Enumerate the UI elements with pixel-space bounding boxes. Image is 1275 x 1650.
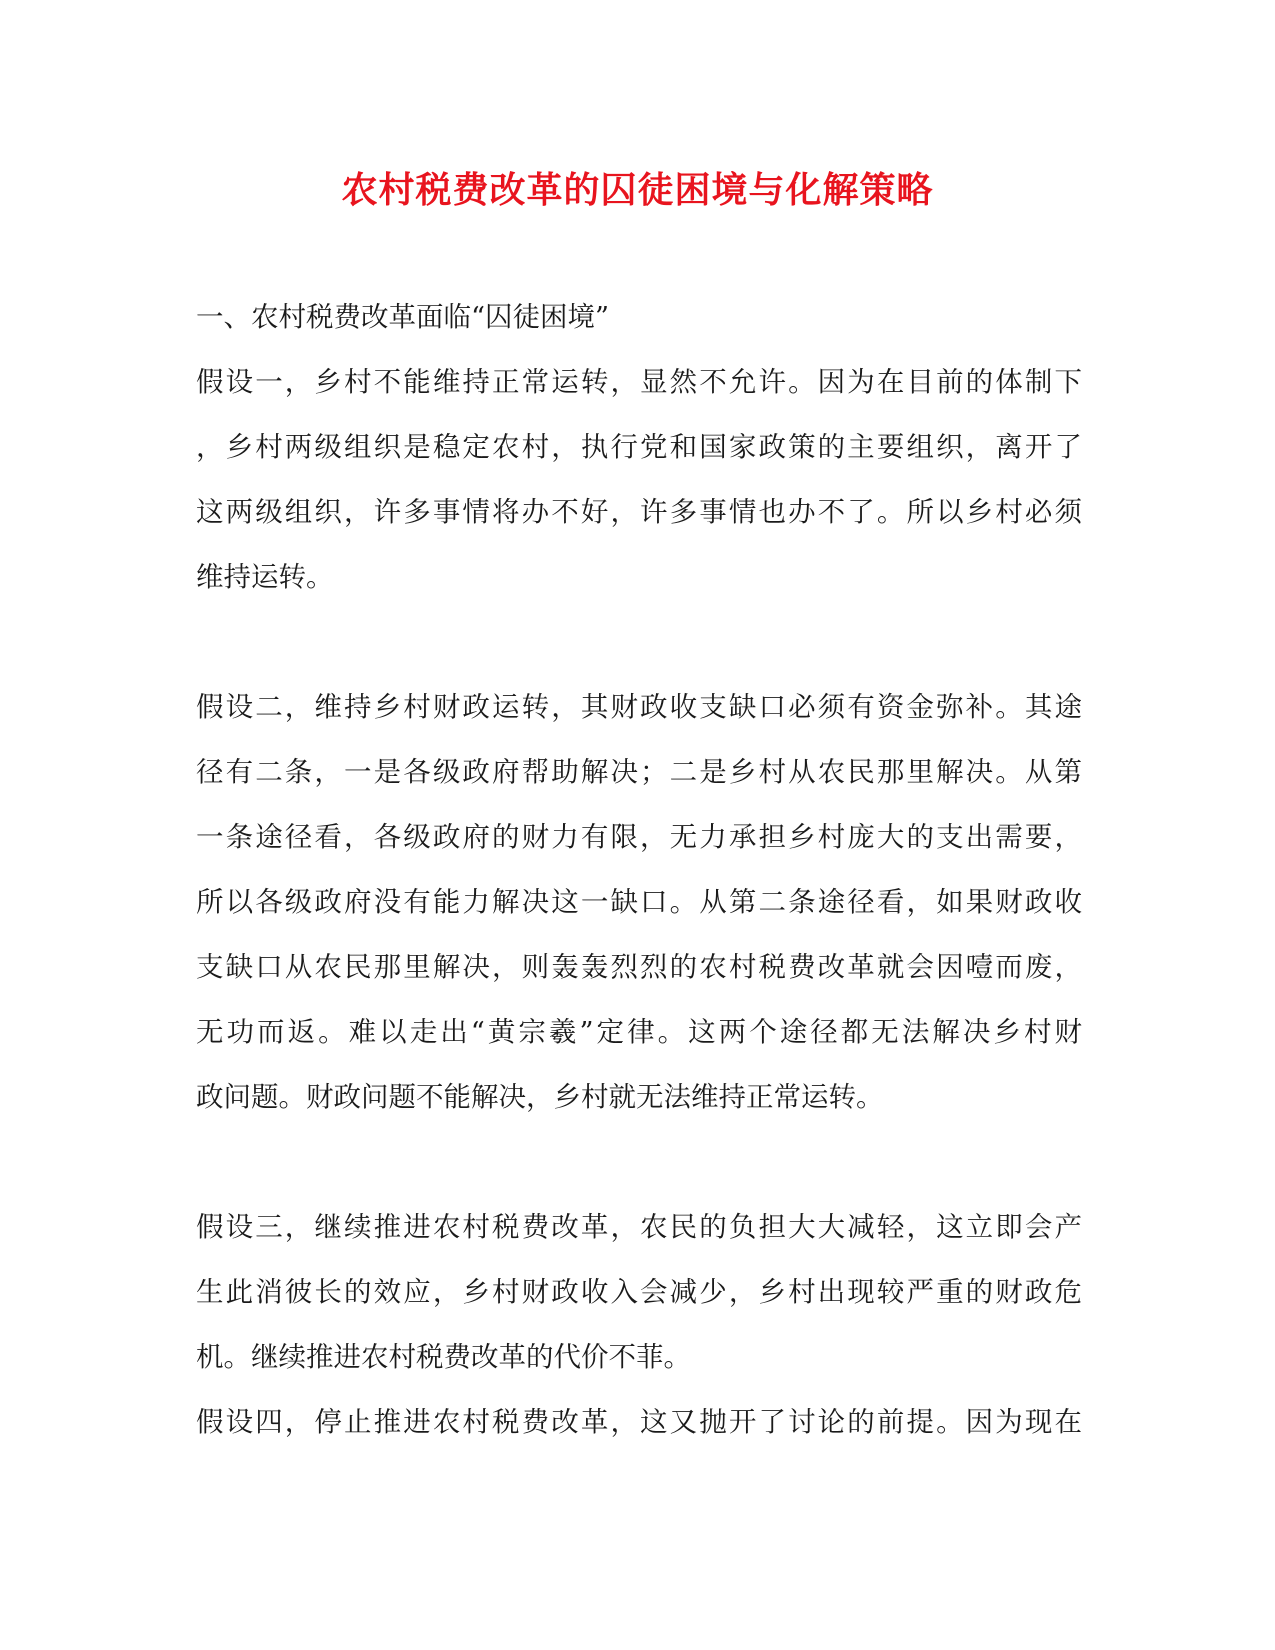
paragraph-line: 径有二条，一是各级政府帮助解决；二是乡村从农民那里解决。从第	[196, 756, 1082, 788]
section-heading: 一、农村税费改革面临“囚徒困境”	[196, 301, 610, 333]
paragraph-line: 生此消彼长的效应，乡村财政收入会减少，乡村出现较严重的财政危	[196, 1276, 1082, 1308]
document-body	[196, 285, 1082, 1455]
paragraph-line: 假设二，维持乡村财政运转，其财政收支缺口必须有资金弥补。其途	[196, 691, 1082, 723]
paragraph-gap	[196, 610, 1082, 675]
paragraph-line: 这两级组织，许多事情将办不好，许多事情也办不了。所以乡村必须	[196, 496, 1082, 528]
document-title: 农村税费改革的囚徒困境与化解策略	[341, 169, 934, 211]
paragraph-line: 假设一，乡村不能维持正常运转，显然不允许。因为在目前的体制下	[196, 366, 1082, 398]
paragraph-line: 维持运转。	[196, 561, 334, 593]
paragraph-line: 政问题。财政问题不能解决，乡村就无法维持正常运转。	[196, 1081, 884, 1113]
paragraph-line: 一条途径看，各级政府的财力有限，无力承担乡村庞大的支出需要，	[196, 821, 1082, 853]
paragraph-gap	[196, 1130, 1082, 1195]
paragraph-line: 所以各级政府没有能力解决这一缺口。从第二条途径看，如果财政收	[196, 886, 1082, 918]
paragraph-line: 无功而返。难以走出“黄宗羲”定律。这两个途径都无法解决乡村财	[196, 1016, 1082, 1048]
paragraph-line: 假设四，停止推进农村税费改革，这又抛开了讨论的前提。因为现在	[196, 1406, 1082, 1438]
paragraph-line: 假设三，继续推进农村税费改革，农民的负担大大减轻，这立即会产	[196, 1211, 1082, 1243]
paragraph-line: 机。继续推进农村税费改革的代价不菲。	[196, 1341, 691, 1373]
paragraph-line: 支缺口从农民那里解决，则轰轰烈烈的农村税费改革就会因噎而废，	[196, 951, 1082, 983]
paragraph-line: ，乡村两级组织是稳定农村，执行党和国家政策的主要组织，离开了	[196, 431, 1082, 463]
